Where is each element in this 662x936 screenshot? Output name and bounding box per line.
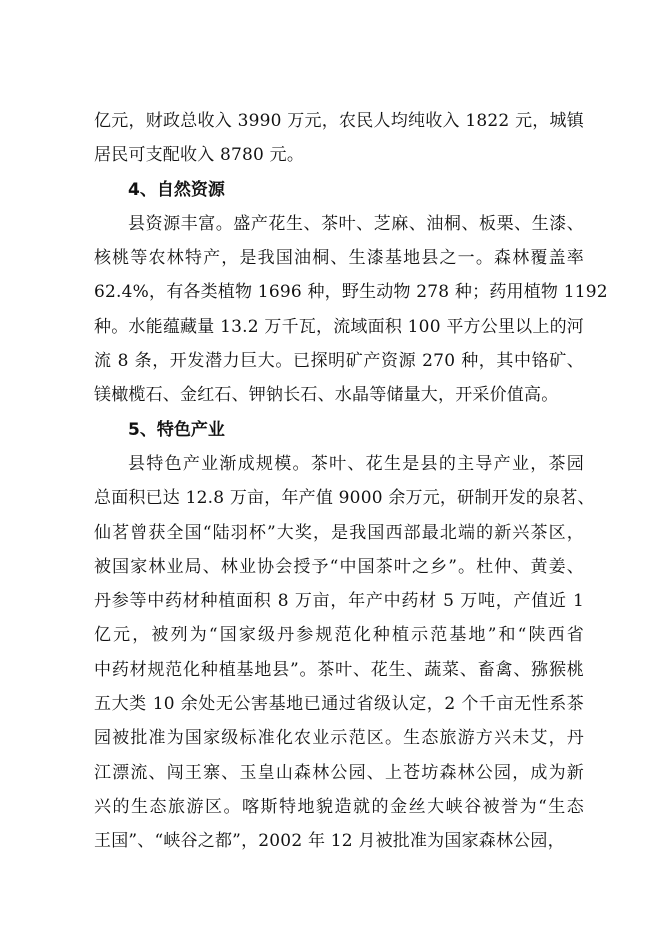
paragraph-line: 县资源丰富。盛产花生、茶叶、芝麻、油桐、板栗、生漆、	[128, 213, 584, 234]
paragraph-line: 62.4%，有各类植物 1696 种，野生动物 278 种；药用植物 1192	[94, 282, 608, 303]
paragraph-line: 亿元，财政总收入 3990 万元，农民人均纯收入 1822 元，城镇	[94, 111, 584, 131]
paragraph-line: 居民可支配收入 8780 元。	[94, 145, 305, 166]
paragraph-line: 被国家林业局、林业协会授予“中国茶叶之乡”。杜仲、黄姜、	[94, 556, 584, 577]
paragraph-line: 江漂流、闯王寨、玉皇山森林公园、上苍坊森林公园，成为新	[94, 762, 584, 783]
paragraph-line: 仙茗曾获全国“陆羽杯”大奖，是我国西部最北端的新兴茶区，	[94, 522, 584, 543]
document-page	[94, 104, 608, 859]
paragraph-line: 亿元，被列为“国家级丹参规范化种植示范基地”和“陕西省	[94, 625, 584, 646]
paragraph-line: 种。水能蕴藏量 13.2 万千瓦，流域面积 100 平方公里以上的河	[94, 316, 584, 337]
paragraph-line: 丹参等中药材种植面积 8 万亩，年产中药材 5 万吨，产值近 1	[94, 591, 584, 612]
paragraph-line: 五大类 10 余处无公害基地已通过省级认定，2 个千亩无性系茶	[94, 694, 584, 715]
paragraph-line: 王国”、“峡谷之都”，2002 年 12 月被批准为国家森林公园，	[94, 831, 565, 852]
paragraph-line: 镁橄榄石、金红石、钾钠长石、水晶等储量大，开采价值高。	[94, 385, 559, 406]
paragraph-line: 总面积已达 12.8 万亩，年产值 9000 余万元，研制开发的泉茗、	[94, 488, 595, 509]
paragraph-line: 兴的生态旅游区。喀斯特地貌造就的金丝大峡谷被誉为“生态	[94, 796, 584, 817]
paragraph-line: 流 8 条，开发潜力巨大。已探明矿产资源 270 种，其中铬矿、	[94, 351, 584, 372]
paragraph-line: 园被批准为国家级标准化农业示范区。生态旅游方兴未艾，丹	[94, 728, 584, 749]
section-heading-featured-industries: 5、特色产业	[128, 419, 225, 440]
paragraph-line: 中药材规范化种植基地县”。茶叶、花生、蔬菜、畜禽、猕猴桃	[94, 659, 584, 680]
section-heading-natural-resources: 4、自然资源	[128, 179, 225, 200]
paragraph-line: 核桃等农林特产，是我国油桐、生漆基地县之一。森林覆盖率	[94, 248, 584, 269]
paragraph-line: 县特色产业渐成规模。茶叶、花生是县的主导产业，茶园	[128, 453, 584, 474]
